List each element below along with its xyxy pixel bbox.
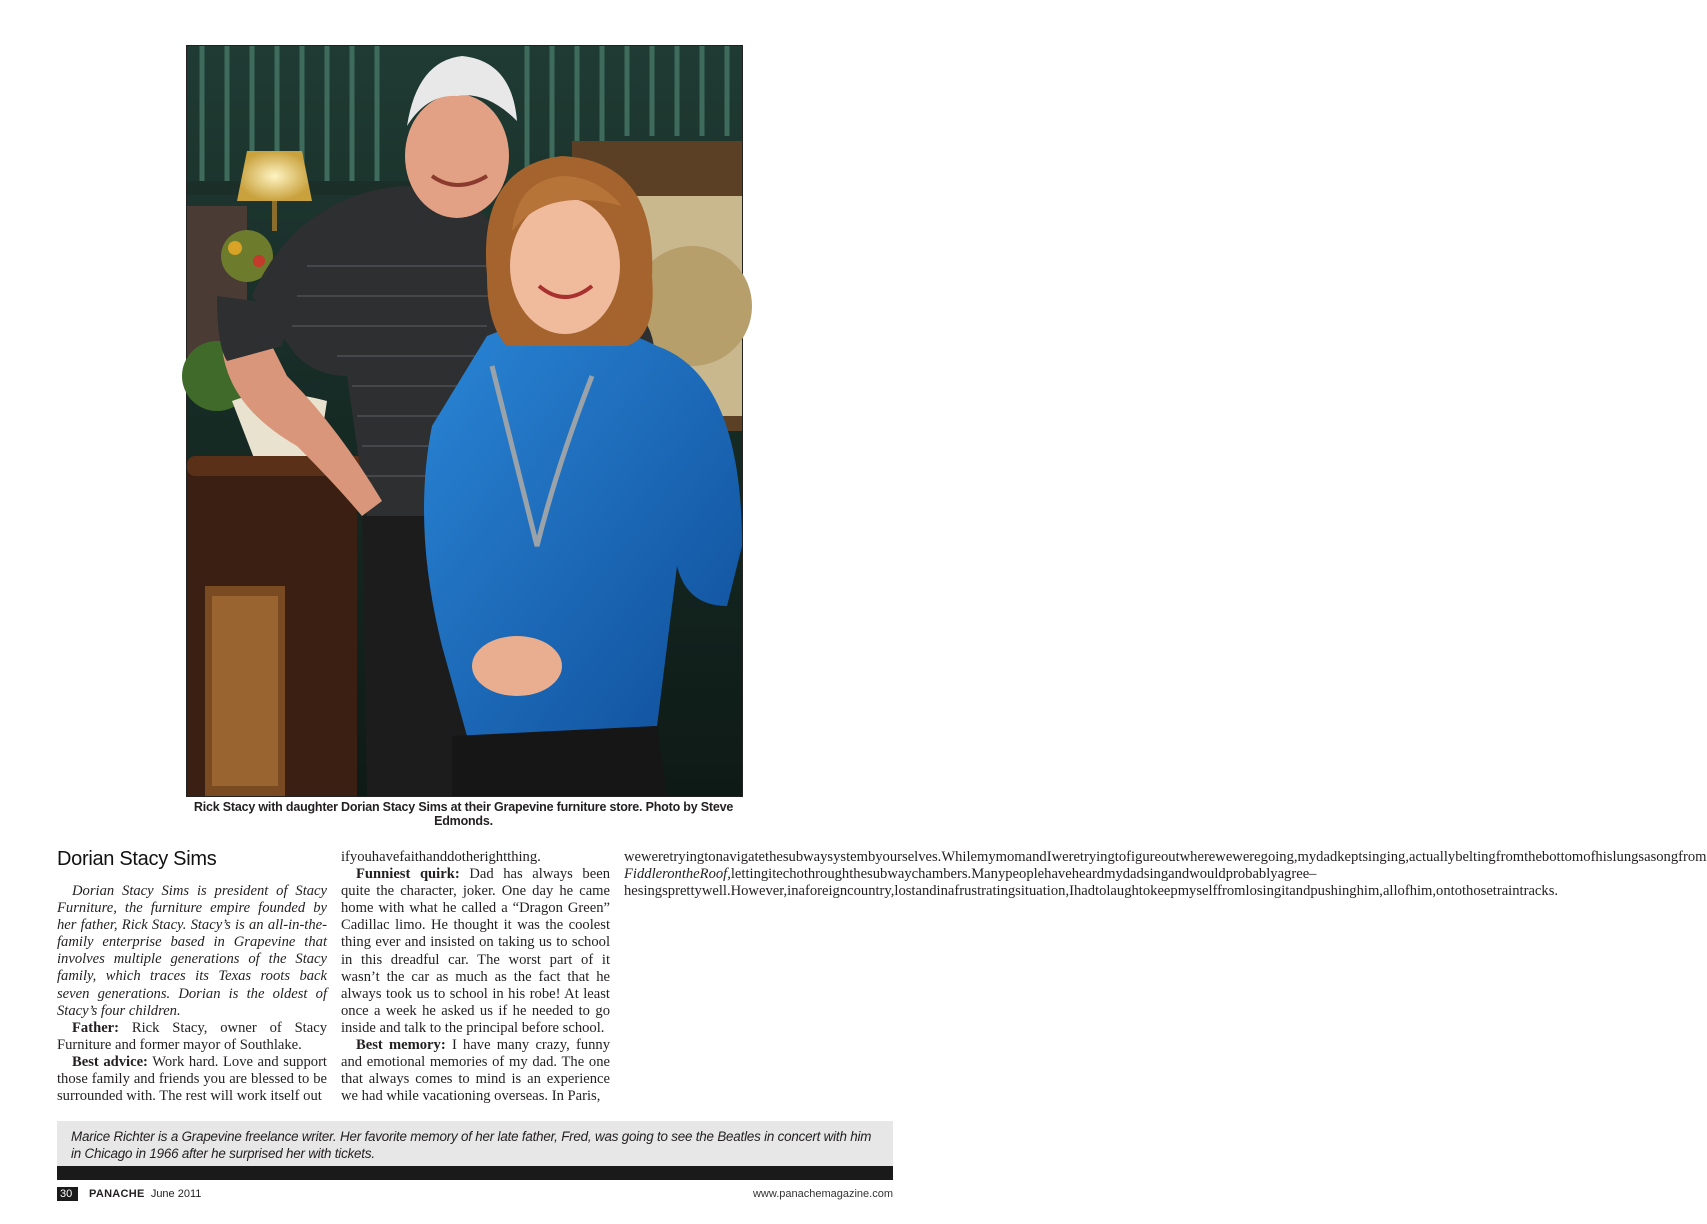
magazine-url[interactable]: www.panachemagazine.com: [752, 1188, 893, 1200]
magazine-name: PANACHE: [89, 1188, 145, 1200]
quirk-label: Funniest quirk:: [356, 866, 460, 883]
article-column-2: [341, 849, 610, 1105]
issue-date: June 2011: [150, 1188, 202, 1200]
father-label: Father:: [72, 1019, 120, 1036]
page-number: 30: [57, 1187, 78, 1201]
memory-label: Best memory:: [356, 1037, 446, 1054]
quirk-text: Dad has always been quite the character, joker. One day he came home with what he called a “Dragon Green” Cadillac limo. He thought it was the coolest thing ever and insisted on taking us to school in this dreadful car. The worst part of it wasn’t the car as much as the fact that he always took us to school in his robe! At least once a week he asked us if he needed to go inside and talk to the principal before school.: [341, 866, 610, 1036]
page-footer: [57, 1186, 893, 1204]
memory-song-title-cont: FiddlerontheRoof,: [624, 866, 731, 883]
article-column-1: [57, 883, 327, 1105]
article-title: Dorian Stacy Sims: [57, 848, 217, 870]
article-photo: [186, 45, 743, 797]
memory-text-cont: weweretryingtonavigatethesubwaysystembyourselves.WhilemymomandIweretryingtofigureoutwhereweweregoing,mydadkeptsinging,actuallybeltingfromthebottomofhislungsasongfrom: [624, 849, 1707, 865]
article-intro: Dorian Stacy Sims is president of Stacy Furniture, the furniture empire founded by her father, Rick Stacy. Stacy’s is an all-in-the-family enterprise based in Grapevine that involves multiple generations of the Stacy family, which traces its Texas roots back seven generations. Dorian is the oldest of Stacy’s four children.: [57, 883, 327, 1019]
memory-text-cont-cont: lettingitechothroughthesubwaychambers.Manypeoplehaveheardmydadsingandwouldprobablyagree–hesingsprettywell.However,inaforeigncountry,lostandinafrustratingsituation,Ihadtolaughtokeepmyselffromlosingitandpushinghim,allofhim,ontothosetraintracks.: [624, 866, 1559, 900]
advice-text-cont: ifyouhavefaithanddotherightthing.: [341, 849, 541, 865]
photo-caption: Rick Stacy with daughter Dorian Stacy Sims at their Grapevine furniture store. Photo by Steve Edmonds.: [193, 800, 734, 828]
quirk-paragraph: [341, 866, 610, 1037]
memory-paragraph: [341, 1037, 610, 1105]
advice-paragraph: [57, 1054, 327, 1105]
article-column-3: [624, 849, 1707, 900]
memory-text: I have many crazy, funny and emotional memories of my dad. The one that always comes to mind is an experience we had while vacationing overseas. In Paris,: [341, 1037, 611, 1105]
bio-divider: [57, 1166, 893, 1180]
advice-text: Work hard. Love and support those family and friends you are blessed to be surrounded with. The rest will work itself out: [57, 1053, 327, 1105]
father-paragraph: [57, 1020, 327, 1054]
father-text: Rick Stacy, owner of Stacy Furniture and former mayor of Southlake.: [57, 1019, 327, 1053]
portrait-photo-icon: [187, 46, 742, 796]
advice-paragraph-cont: [341, 849, 610, 866]
magazine-issue: [89, 1188, 201, 1200]
advice-label: Best advice:: [72, 1053, 148, 1070]
memory-paragraph-cont: [624, 849, 1707, 900]
author-bio-box: [57, 1121, 893, 1166]
author-bio: Marice Richter is a Grapevine freelance writer. Her favorite memory of her late father, Fred, was going to see the Beatles in concert with him in Chicago in 1966 after he surprised her with tickets.: [71, 1129, 872, 1161]
